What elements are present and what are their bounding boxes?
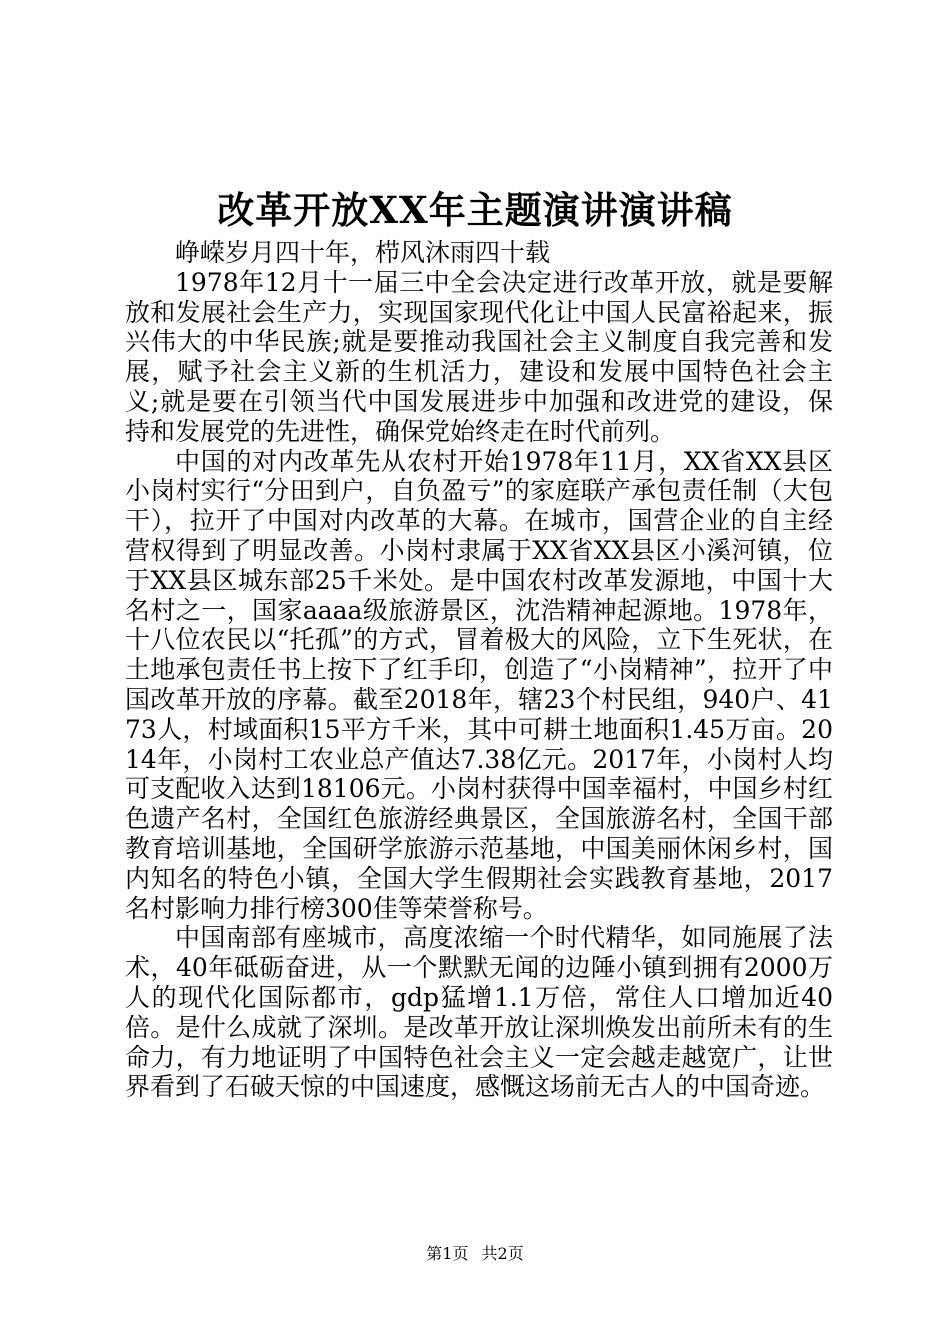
document-body (125, 238, 833, 1102)
page-number: 第1页 (426, 1244, 469, 1263)
paragraph-reform-1978: 1978年12月十一届三中全会决定进行改革开放，就是要解放和发展社会生产力，实现国家现代化让中国人民富裕起来，振兴伟大的中华民族;就是要推动我国社会主义制度自我完善和发展，赋予社会主义新的生机活力，建设和发展中国特色社会主义;就是要在引领当代中国发展进步中加强和改进党的建设，保持和发展党的先进性，确保党始终走在时代前列。 (125, 267, 833, 446)
page-total: 共2页 (481, 1244, 524, 1263)
page-footer (0, 1244, 950, 1264)
paragraph-xiaogang: 中国的对内改革先从农村开始1978年11月，XX省XX县区小岗村实行“分田到户，自负盈亏”的家庭联产承包责任制（大包干），拉开了中国对内改革的大幕。在城市，国营企业的自主经营权得到了明显改善。小岗村隶属于XX省XX县区小溪河镇，位于XX县区城东部25千米处。是中国农村改革发源地，中国十大名村之一，国家aaaa级旅游景区，沈浩精神起源地。1978年，十八位农民以“托孤”的方式，冒着极大的风险，立下生死状，在土地承包责任书上按下了红手印，创造了“小岗精神”，拉开了中国改革开放的序幕。截至2018年，辖23个村民组，940户、4173人，村域面积15平方千米，其中可耕土地面积1.45万亩。2014年，小岗村工农业总产值达7.38亿元。2017年，小岗村人均可支配收入达到18106元。小岗村获得中国幸福村，中国乡村红色遗产名村，全国红色旅游经典景区，全国旅游名村，全国干部教育培训基地，全国研学旅游示范基地，中国美丽休闲乡村，国内知名的特色小镇，全国大学生假期社会实践教育基地，2017名村影响力排行榜300佳等荣誉称号。 (125, 446, 833, 923)
page-title: 改革开放XX年主题演讲演讲稿 (217, 188, 733, 232)
paragraph-shenzhen: 中国南部有座城市，高度浓缩一个时代精华，如同施展了法术，40年砥砺奋进，从一个默默无闻的边陲小镇到拥有2000万人的现代化国际都市，gdp猛增1.1万倍，常住人口增加近40倍。是什么成就了深圳。是改革开放让深圳焕发出前所未有的生命力，有力地证明了中国特色社会主义一定会越走越宽广，让世界看到了石破天惊的中国速度，感慨这场前无古人的中国奇迹。 (125, 923, 833, 1102)
paragraph-opening: 峥嵘岁月四十年，栉风沐雨四十载 (175, 238, 551, 267)
